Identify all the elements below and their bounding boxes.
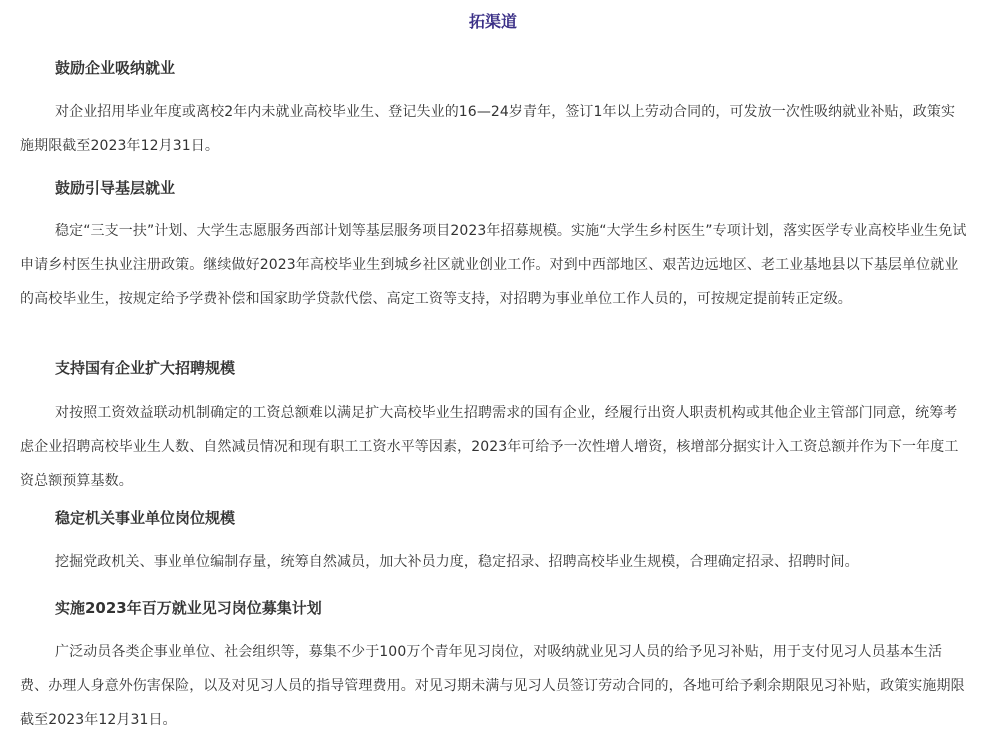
section-heading-grassroots-employment: 鼓励引导基层就业 xyxy=(55,179,176,197)
section-body-state-enterprise-recruitment: 对按照工资效益联动机制确定的工资总额难以满足扩大高校毕业生招聘需求的国有企业，经履行出资人职责机构或其他企业主管部门同意，统筹考虑企业招聘高校毕业生人数、自然减员情况和现有职工工资水平等因素，2023年可给予一次性增人增资，核增部分据实计入工资总额并作为下一年度工资总额预算基数。 xyxy=(20,405,959,489)
section-heading-public-institution-positions: 稳定机关事业单位岗位规模 xyxy=(55,509,236,527)
section-body-internship-program: 广泛动员各类企事业单位、社会组织等，募集不少于100万个青年见习岗位，对吸纳就业见习人员的给予见习补贴，用于支付见习人员基本生活费、办理人身意外伤害保险，以及对见习人员的指导管理费用。对见习期未满与见习人员签订劳动合同的，各地可给予剩余期限见习补贴，政策实施期限截至2023年12月31日。 xyxy=(20,644,965,728)
section-body-enterprise-employment: 对企业招用毕业年度或离校2年内未就业高校毕业生、登记失业的16—24岁青年，签订1年以上劳动合同的，可发放一次性吸纳就业补贴，政策实施期限截至2023年12月31日。 xyxy=(20,104,956,154)
page-title: 拓渠道 xyxy=(468,12,517,31)
section-heading-internship-program: 实施2023年百万就业见习岗位募集计划 xyxy=(55,599,322,617)
section-heading-enterprise-employment: 鼓励企业吸纳就业 xyxy=(55,59,176,77)
section-body-grassroots-employment: 稳定“三支一扶”计划、大学生志愿服务西部计划等基层服务项目2023年招募规模。实施“大学生乡村医生”专项计划，落实医学专业高校毕业生免试申请乡村医生执业注册政策。继续做好2023年高校毕业生到城乡社区就业创业工作。对到中西部地区、艰苦边远地区、老工业基地县以下基层单位就业的高校毕业生，按规定给予学费补偿和国家助学贷款代偿、高定工资等支持，对招聘为事业单位工作人员的，可按规定提前转正定级。 xyxy=(20,223,967,307)
section-body-public-institution-positions: 挖掘党政机关、事业单位编制存量，统筹自然减员，加大补员力度，稳定招录、招聘高校毕业生规模，合理确定招录、招聘时间。 xyxy=(55,554,859,570)
section-heading-state-enterprise-recruitment: 支持国有企业扩大招聘规模 xyxy=(55,359,236,377)
